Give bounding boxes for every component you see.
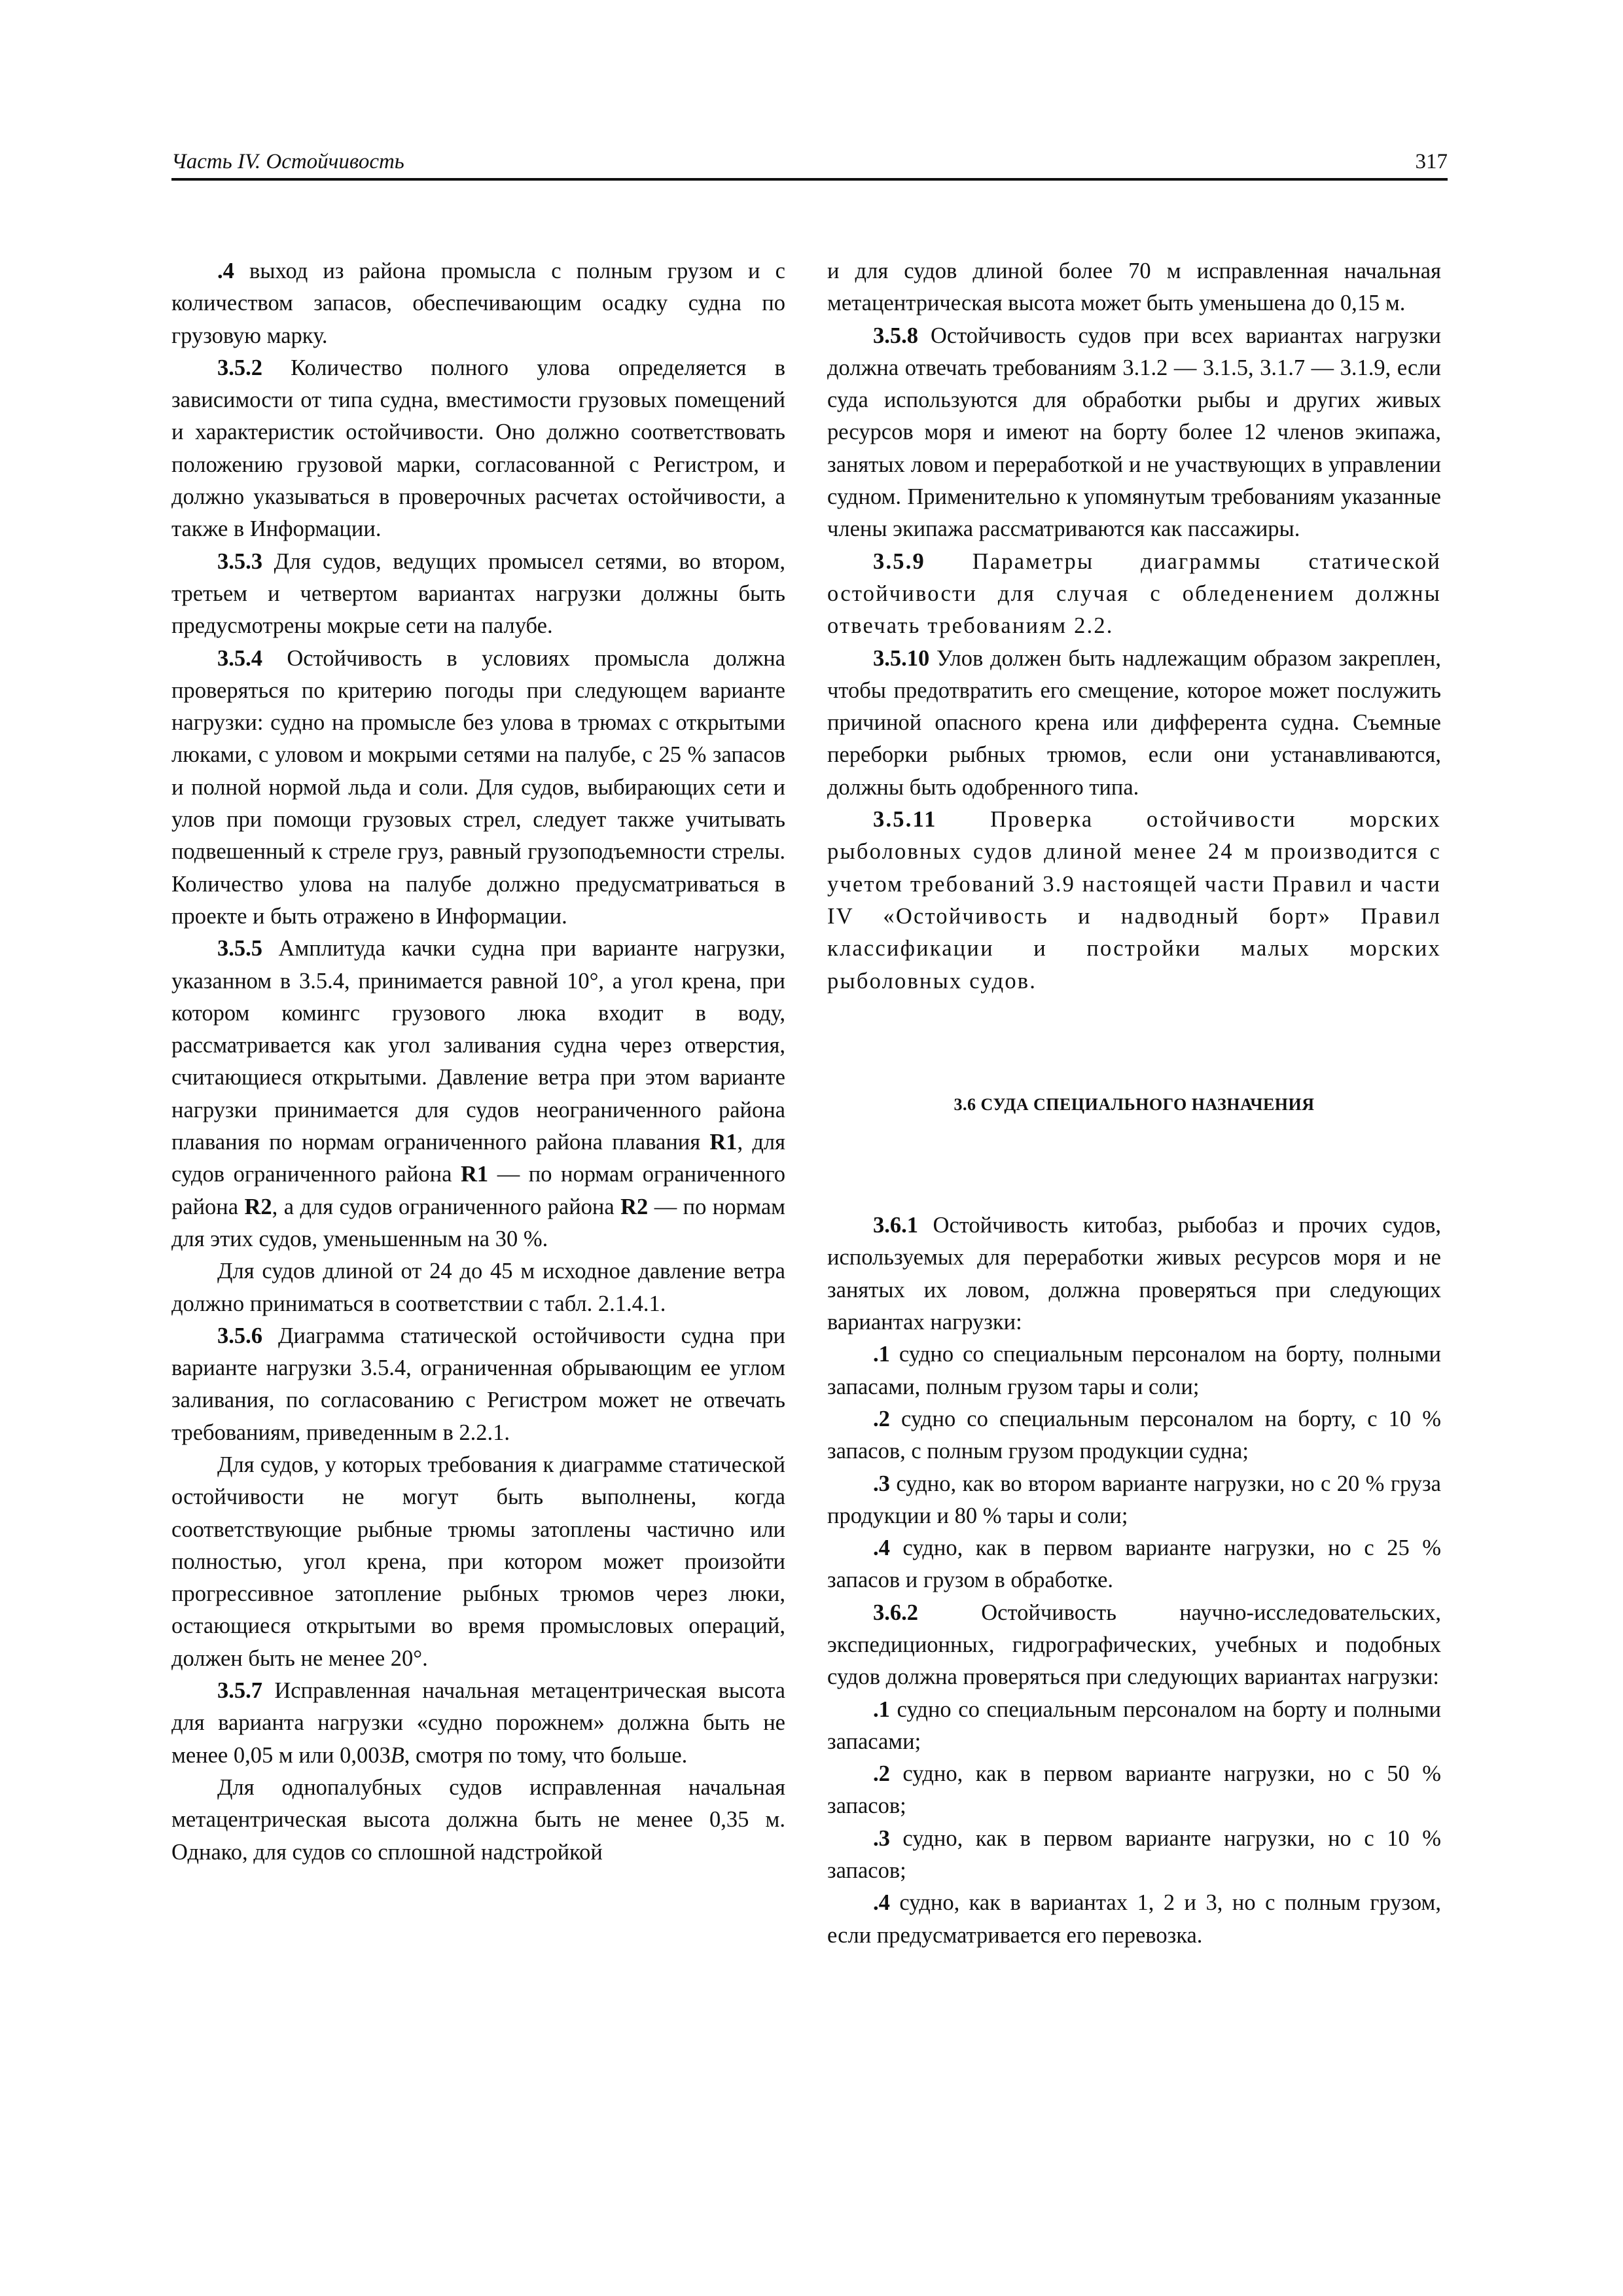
paragraph-3-5-9: 3.5.9 Параметры диаграммы статической остойчивости для случая с обледенением должны отвечать требованиям 2.2.: [827, 548, 1441, 639]
paragraph-3-5-2: 3.5.2 Количество полного улова определяется в зависимости от типа судна, вместимости грузовых помещений и характеристик остойчивости. Оно должно соответствовать положению грузовой марки, согласованной с Регистром, и должно указываться в проверочных расчетах остойчивости, а также в Информации.: [171, 355, 785, 542]
paragraph-wind-pressure: Для судов длиной от 24 до 45 м исходное давление ветра должно приниматься в соответствии с табл. 2.1.4.1.: [171, 1259, 785, 1316]
list-item-3-6-2-2: .2 судно, как в первом варианте нагрузки, но с 50 % запасов;: [827, 1761, 1441, 1819]
list-item-3-6-1-1: .1 судно со специальным персоналом на борту, полными запасами, полным грузом тары и соли;: [827, 1342, 1441, 1399]
page-number: 317: [1415, 150, 1448, 173]
paragraph-3-5-5: 3.5.5 Амплитуда качки судна при варианте нагрузки, указанном в 3.5.4, принимается равной 10°, а угол крена, при котором комингс грузового люка входит в воду, рассматривается как угол заливания судна через отверстия, считающиеся открытыми. Давление ветра при этом варианте нагрузки принимается для судов неограниченного района плавания по нормам ограниченного района плавания R1, для судов ограниченного района R1 — по нормам ограниченного района R2, а для судов ограниченного района R2 — по нормам для этих судов, уменьшенным на 30 %.: [171, 936, 785, 1251]
list-item-3-6-1-2: .2 судно со специальным персоналом на борту, с 10 % запасов, с полным грузом продукции судна;: [827, 1406, 1441, 1464]
paragraph-3-5-8: 3.5.8 Остойчивость судов при всех вариантах нагрузки должна отвечать требованиям 3.1.2 — 3.1.5, 3.1.7 — 3.1.9, если суда используются для обработки рыбы и других живых ресурсов моря и имеют на борту более 12 членов экипажа, занятых ловом и переработкой и не участвующих в управлении судном. Применительно к упомянутым требованиям указанные члены экипажа рассматриваются как пассажиры.: [827, 323, 1441, 542]
paragraph-3-5-3: 3.5.3 Для судов, ведущих промысел сетями, во втором, третьем и четвертом вариантах нагрузки должны быть предусмотрены мокрые сети на палубе.: [171, 548, 785, 639]
paragraph-3-5-4: 3.5.4 Остойчивость в условиях промысла должна проверяться по критерию погоды при следующем варианте нагрузки: судно на промысле без улова в трюмах с открытыми люками, с уловом и мокрыми сетями на палубе, с 25 % запасов и полной нормой льда и соли. Для судов, выбирающих сети и улов при помощи грузовых стрел, следует также учитывать подвешенный к стреле груз, равный грузоподъемности стрелы. Количество улова на палубе должно предусматриваться в проекте и быть отражено в Информации.: [171, 645, 785, 929]
header-rule: [171, 178, 1448, 181]
paragraph-3-5-1-4: .4 выход из района промысла с полным грузом и с количеством запасов, обеспечивающим осадку судна по грузовую марку.: [171, 259, 785, 348]
running-head-title: Часть IV. Остойчивость: [171, 150, 404, 173]
list-item-3-6-2-4: .4 судно, как в вариантах 1, 2 и 3, но с полным грузом, если предусматривается его перевозка.: [827, 1890, 1441, 1948]
list-item-3-6-1-4: .4 судно, как в первом варианте нагрузки, но с 25 % запасов и грузом в обработке.: [827, 1535, 1441, 1593]
paragraph-continuation: и для судов длиной более 70 м исправленная начальная метацентрическая высота может быть уменьшена до 0,15 м.: [827, 259, 1441, 316]
paragraph-3-5-6: 3.5.6 Диаграмма статической остойчивости судна при варианте нагрузки 3.5.4, ограниченная обрывающим ее углом заливания, по согласованию с Регистром может не отвечать требованиям, приведенным в 2.2.1.: [171, 1323, 785, 1445]
paragraph-single-deck: Для однопалубных судов исправленная начальная метацентрическая высота должна быть не менее 0,35 м. Однако, для судов со сплошной надстройкой: [171, 1774, 785, 1865]
section-title-3-6: 3.6 СУДА СПЕЦИАЛЬНОГО НАЗНАЧЕНИЯ: [954, 1094, 1315, 1114]
left-column: [171, 255, 785, 1869]
page-header: [171, 145, 1448, 178]
list-item-3-6-2-3: .3 судно, как в первом варианте нагрузки, но с 10 % запасов;: [827, 1825, 1441, 1884]
paragraph-3-6-1: 3.6.1 Остойчивость китобаз, рыбобаз и прочих судов, используемых для переработки живых ресурсов моря и не занятых их ловом, должна проверяться при следующих вариантах нагрузки:: [827, 1213, 1441, 1335]
paragraph-flooding-angle: Для судов, у которых требования к диаграмме статической остойчивости не могут быть выполнены, когда соответствующие рыбные трюмы затоплены частично или полностью, угол крена, при котором может произойти прогрессивное затопление рыбных трюмов через люки, остающиеся открытыми во время промысловых операций, должен быть не менее 20°.: [171, 1452, 785, 1671]
list-item-3-6-1-3: .3 судно, как во втором варианте нагрузки, но с 20 % груза продукции и 80 % тары и соли;: [827, 1471, 1441, 1528]
paragraph-3-5-10: 3.5.10 Улов должен быть надлежащим образом закреплен, чтобы предотвратить его смещение, которое может послужить причиной опасного крена или дифферента судна. Съемные переборки рыбных трюмов, если они устанавливаются, должны быть одобренного типа.: [827, 645, 1441, 800]
list-item-3-6-2-1: .1 судно со специальным персоналом на борту и полными запасами;: [827, 1696, 1441, 1754]
paragraph-3-5-7: 3.5.7 Исправленная начальная метацентрическая высота для варианта нагрузки «судно порожнем» должна быть не менее 0,05 м или 0,003B, смотря по тому, что больше.: [171, 1678, 785, 1768]
paragraph-3-6-2: 3.6.2 Остойчивость научно-исследовательских, экспедиционных, гидрографических, учебных и подобных судов должна проверяться при следующих вариантах нагрузки:: [827, 1600, 1441, 1690]
paragraph-3-5-11: 3.5.11 Проверка остойчивости морских рыболовных судов длиной менее 24 м производится с учетом требований 3.9 настоящей части Правил и части IV «Остойчивость и надводный борт» Правил классификации и постройки малых морских рыболовных судов.: [827, 807, 1441, 994]
right-column: [827, 255, 1441, 1952]
